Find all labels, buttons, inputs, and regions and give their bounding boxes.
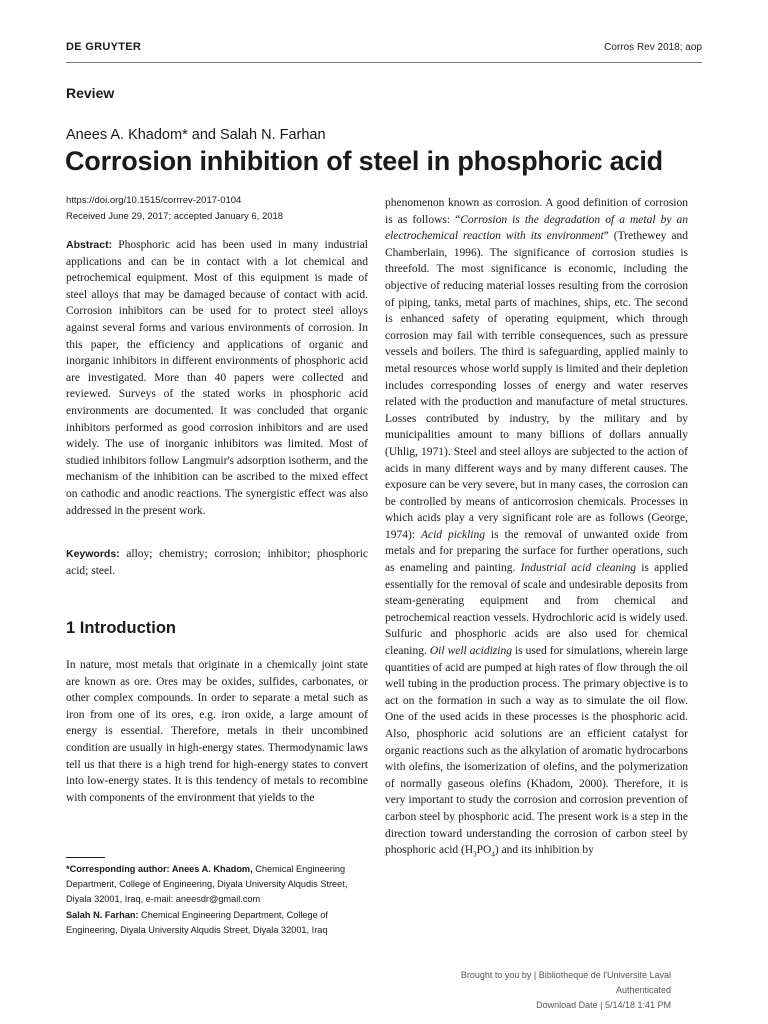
keywords-text: alloy; chemistry; corrosion; inhibitor; phosphoric acid; steel.: [66, 548, 368, 577]
second-author-affiliation: Chemical Engineering Department, College of Engineering, Diyala University Alqudis Street, Diyala 32001, Iraq: [66, 909, 328, 935]
body-text: is applied essentially for the removal of scale and undesirable deposits from steam-generating equipment and from chemical and petrochemical reaction vessels. Hydrochloric acid is widely used. Sulfuric and phosphoric acids are also used for chemical cleaning.: [385, 562, 688, 658]
download-provider: Brought to you by | Bibliotheque de l'Universite Laval: [460, 970, 671, 980]
body-text: ” (Trethewey and Chamberlain, 1996). The significance of corrosion studies is threefold. The most significance is economic, including the objective of reducing material losses resulting from the corrosion of piping, tanks, metal parts of machines, ships, etc. The second is enhanced safety of operating equipment, which through corrosion may fail with terrible consequences, such as pressure vessels and boilers. The third is safeguarding, applied mainly to metal resources whose world supply is limited and their depletion includes corresponding losses of energy and water reserves related with the production and manufacture of metal structures. Losses contributed by industry, by the military and by municipalities amount to many billions of dollars annually (Uhlig, 1971). Steel and steel alloys are subjected to the action of acids in many different ways and by many different causes. The exposure can be very severe, but in many cases, the corrosion can be controlled by means of anticorrosion chemicals. Processes in which acids play a very significant role are as follows (George, 1974):: [385, 230, 688, 541]
body-text: is used for simulations, wherein large quantities of acid are pumped at high rates of flow through the oil well tubing in the production process. The primary objective is to act on the formation in such a way as to simulate the oil flow. One of the used acids in these processes is the phosphoric acid. Also, phosphoric acid solutions are an efficient catalyst for organic reactions such as the alkylation of aromatic hydrocarbons with olefins, the isomerization of olefins, and the polymerization of normally gaseous olefins (Khadom, 2000). Therefore, it is very important to study the corrosion and corrosion prevention of carbon steel by phosphoric acid. The present work is a step in the direction toward understanding the corrosion of carbon steel by phosphoric acid (H: [385, 645, 688, 857]
footnote-divider: [66, 857, 105, 858]
article-type: Review: [66, 85, 115, 101]
section-heading-introduction: 1 Introduction: [66, 619, 176, 637]
body-text: ) and its inhibition by: [494, 844, 594, 857]
introduction-paragraph: In nature, most metals that originate in a chemically joint state are known as ore. Ores may be oxides, sulfides, carbonates, or other complex compounds. In order to separate a metal such as iron from one of its ores, e.g. iron oxide, a large amount of energy is essential. Therefore, metals in their uncombined condition are usually in high-energy states. Thermodynamic laws tell us that there is a high trend for high-energy states to convert into low-energy states. It is this tendency of metals to recombine with components of the environment that yields to the: [66, 659, 368, 804]
corresponding-author-affiliation: Chemical Engineering Department, College of Engineering, Diyala University Alqudis Street, Diyala 32001, Iraq, e-mail: aneesdr@gmail.com: [66, 864, 348, 905]
formula-text: PO: [476, 844, 492, 857]
download-info: [461, 968, 671, 1013]
corrosion-definition-quote: Corrosion is the degradation of a metal by an electrochemical reaction with its environment: [385, 213, 688, 243]
download-date: Download Date | 5/14/18 1:41 PM: [536, 1000, 671, 1010]
right-column-text: [385, 195, 688, 863]
header-divider: [66, 62, 702, 63]
abstract-label: Abstract:: [66, 239, 113, 251]
body-text: phenomenon known as corrosion. A good definition of corrosion is as follows: “: [385, 197, 688, 226]
corresponding-author-label: *Corresponding author: Anees A. Khadom,: [66, 864, 253, 874]
term-oil-well-acidizing: Oil well acidizing: [429, 645, 512, 658]
keywords-label: Keywords:: [66, 548, 120, 560]
second-author-label: Salah N. Farhan:: [66, 909, 139, 920]
keywords: [66, 546, 368, 579]
article-title: Corrosion inhibition of steel in phosphoric acid: [65, 146, 663, 176]
author-list: Anees A. Khadom* and Salah N. Farhan: [66, 127, 326, 143]
term-acid-pickling: Acid pickling: [420, 528, 485, 541]
body-text: is the removal of unwanted oxide from metals and for preparing the surface for further operations, such as enameling and painting.: [385, 528, 689, 575]
author-footnote: [66, 862, 371, 938]
formula-subscript: 3: [473, 850, 477, 859]
formula-subscript: 4: [491, 850, 495, 859]
publisher-name: DE GRUYTER: [66, 41, 142, 53]
article-dates: Received June 29, 2017; accepted January 6, 2018: [66, 211, 284, 222]
download-auth: Authenticated: [615, 985, 671, 995]
doi-link[interactable]: https://doi.org/10.1515/corrrev-2017-0104: [66, 195, 242, 206]
abstract: [66, 237, 368, 519]
term-industrial-acid-cleaning: Industrial acid cleaning: [520, 562, 636, 575]
journal-reference: Corros Rev 2018; aop: [604, 42, 702, 53]
abstract-text: Phosphoric acid has been used in many industrial applications and can be in contact with a lot chemical and petrochemical equipment. Most of this equipment is made of steel alloys that may be damaged because of contact with acid. Corrosion inhibitors can be used for to protect steel alloys against several forms and various environments of corrosion. In this paper, the efficiency and applications of organic and inorganic inhibitors in different environments of phosphoric acid are investigated. More than 40 papers were collected and reviewed. Surveys of the stated works in phosphoric acid environments are documented. It was concluded that organic inhibitors performed as good corrosion inhibitors and are used widely. The use of inorganic inhibitors was limited. Most of studied inhibitors follow Langmuir's adsorption isotherm, and the mechanism of the inhibition can be ascribed to the mixed effect on cathodic and anodic reactions. The synergistic effect was also addressed in the present work.: [66, 239, 368, 517]
